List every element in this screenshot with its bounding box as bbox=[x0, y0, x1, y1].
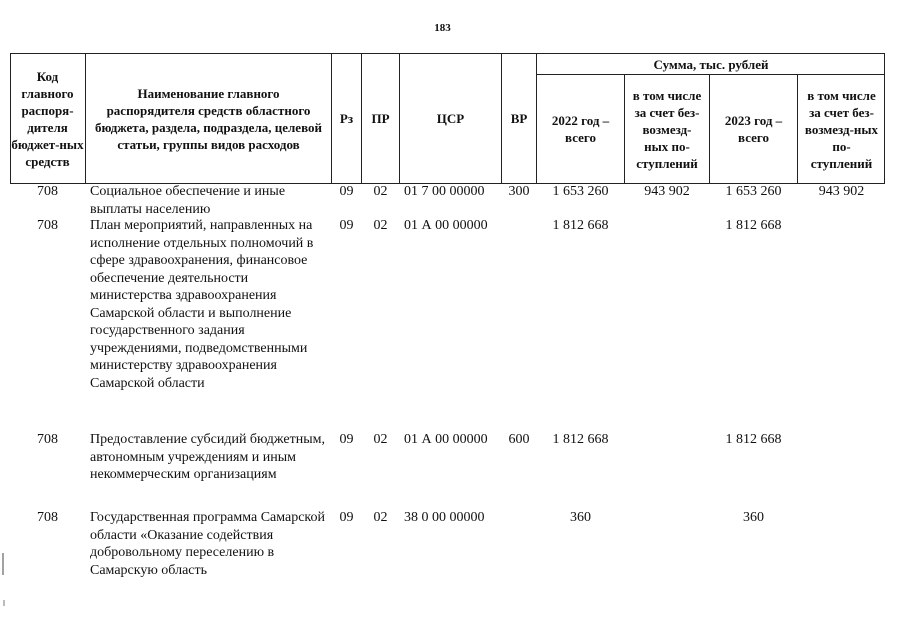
cell-csr: 01 7 00 00000 bbox=[404, 184, 485, 199]
cell-2023-total: 1 812 668 bbox=[725, 432, 782, 447]
cell-code: 708 bbox=[37, 432, 58, 447]
cell-rz: 09 bbox=[339, 184, 354, 199]
cell-name: Государственная программа Самарской области «Оказание содействия добровольному переселению в Самарскую область bbox=[90, 510, 326, 578]
cell-2022-total: 1 812 668 bbox=[552, 218, 609, 233]
cell-2023-free: 943 902 bbox=[818, 184, 865, 199]
header-2022-free: в том числе за счет без-возмезд-ных по-ступлений bbox=[632, 87, 702, 171]
scan-artifact bbox=[3, 600, 5, 606]
header-pr: ПР bbox=[371, 111, 390, 126]
cell-2022-total: 1 653 260 bbox=[552, 184, 609, 199]
page-number: 183 bbox=[434, 22, 451, 34]
cell-name: Предоставление субсидий бюджетным, автономным учреждениям и иным некоммерческим организациям bbox=[90, 432, 326, 482]
cell-2022-free: 943 902 bbox=[644, 184, 690, 199]
cell-code: 708 bbox=[37, 218, 58, 233]
header-2023-free: в том числе за счет без-возмезд-ных по-ступлений bbox=[804, 87, 879, 171]
cell-csr: 38 0 00 00000 bbox=[404, 510, 485, 525]
cell-rz: 09 bbox=[339, 218, 354, 233]
cell-pr: 02 bbox=[373, 510, 388, 525]
cell-csr: 01 А 00 00000 bbox=[404, 218, 488, 233]
cell-2022-total: 360 bbox=[570, 510, 591, 525]
cell-rz: 09 bbox=[339, 432, 354, 447]
header-2023-total: 2023 год – всего bbox=[724, 113, 783, 145]
cell-pr: 02 bbox=[373, 218, 388, 233]
cell-2023-total: 1 653 260 bbox=[725, 184, 782, 199]
cell-code: 708 bbox=[37, 184, 58, 199]
header-name: Наименование главного распорядителя средств областного бюджета, раздела, подраздела, целевой статьи, группы видов расходов bbox=[95, 85, 322, 152]
header-vr: ВР bbox=[510, 111, 528, 126]
scan-artifact bbox=[2, 553, 4, 575]
cell-2022-total: 1 812 668 bbox=[552, 432, 609, 447]
header-rz: Рз bbox=[339, 111, 354, 126]
cell-rz: 09 bbox=[339, 510, 354, 525]
cell-2023-total: 1 812 668 bbox=[725, 218, 782, 233]
cell-2023-total: 360 bbox=[743, 510, 764, 525]
cell-vr: 300 bbox=[508, 184, 530, 199]
header-csr: ЦСР bbox=[436, 111, 465, 126]
header-2022-total: 2022 год – всего bbox=[551, 113, 610, 145]
cell-name: План мероприятий, направленных на исполнение отдельных полномочий в сфере здравоохранения, финансовое обеспечение деятельности министерства здравоохранения Самарской области и выполнение государственного задания учреждениями, подведомственными министерству здравоохранения Самарской области bbox=[90, 218, 314, 391]
cell-pr: 02 bbox=[373, 184, 388, 199]
cell-vr: 600 bbox=[508, 432, 530, 447]
cell-code: 708 bbox=[37, 510, 58, 525]
cell-csr: 01 А 00 00000 bbox=[404, 432, 488, 447]
header-sum-group: Сумма, тыс. рублей bbox=[653, 56, 769, 72]
header-code: Код главного распоря-дителя бюджет-ных средств bbox=[11, 68, 84, 169]
cell-pr: 02 bbox=[373, 432, 388, 447]
cell-name: Социальное обеспечение и иные выплаты населению bbox=[90, 184, 286, 217]
